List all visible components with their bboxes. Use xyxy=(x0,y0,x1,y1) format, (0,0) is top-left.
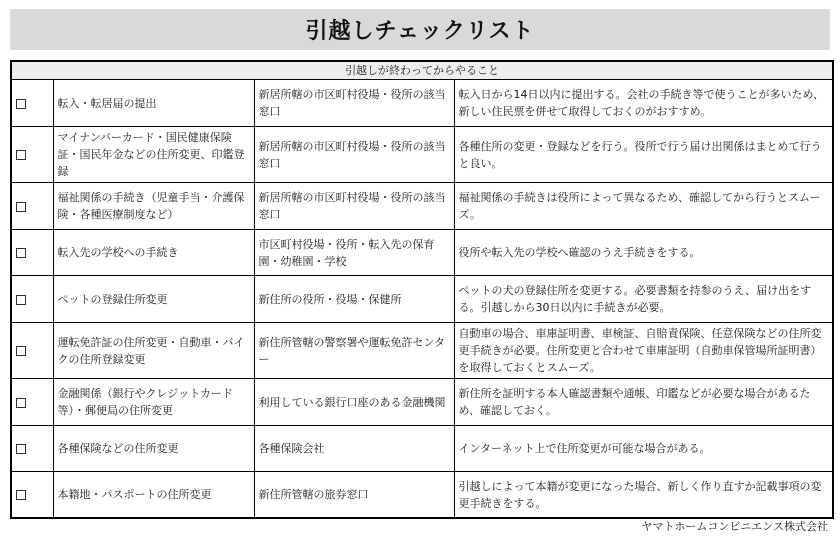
checkbox[interactable] xyxy=(16,202,26,212)
location-cell: 各種保険会社 xyxy=(254,426,454,472)
checklist-table xyxy=(10,60,834,519)
table-header-row xyxy=(11,61,833,80)
table-row xyxy=(11,230,833,276)
checkbox[interactable] xyxy=(16,490,26,500)
checkbox-cell[interactable] xyxy=(11,276,53,323)
checkbox[interactable] xyxy=(16,150,26,160)
table-row xyxy=(11,426,833,472)
location-cell: 新住所の役所・役場・保健所 xyxy=(254,276,454,323)
checkbox-cell[interactable] xyxy=(11,80,53,127)
table-row xyxy=(11,472,833,519)
company-credit: ヤマトホームコンビニエンス株式会社 xyxy=(641,520,828,533)
location-cell: 市区町村役場・役所・転入先の保育園・幼稚園・学校 xyxy=(254,230,454,276)
table-row xyxy=(11,323,833,379)
task-cell: 福祉関係の手続き（児童手当・介護保険・各種医療制度など） xyxy=(53,183,254,230)
location-cell: 新居所轄の市区町村役場・役所の該当窓口 xyxy=(254,127,454,183)
task-cell: 転入・転居届の提出 xyxy=(53,80,254,127)
checkbox[interactable] xyxy=(16,99,26,109)
task-cell: 転入先の学校への手続き xyxy=(53,230,254,276)
checkbox[interactable] xyxy=(16,248,26,258)
checkbox-cell[interactable] xyxy=(11,183,53,230)
checkbox-cell[interactable] xyxy=(11,127,53,183)
task-cell: 本籍地・パスポートの住所変更 xyxy=(53,472,254,519)
checkbox[interactable] xyxy=(16,346,26,356)
checkbox-cell[interactable] xyxy=(11,323,53,379)
task-cell: ペットの登録住所変更 xyxy=(53,276,254,323)
checkbox-cell[interactable] xyxy=(11,379,53,426)
task-cell: 各種保険などの住所変更 xyxy=(53,426,254,472)
task-cell: マイナンバーカード・国民健康保険証・国民年金などの住所変更、印鑑登録 xyxy=(53,127,254,183)
location-cell: 新住所管轄の警察署や運転免許センター xyxy=(254,323,454,379)
location-cell: 新居所轄の市区町村役場・役所の該当窓口 xyxy=(254,183,454,230)
location-cell: 利用している銀行口座のある金融機関 xyxy=(254,379,454,426)
checkbox[interactable] xyxy=(16,444,26,454)
table-row xyxy=(11,379,833,426)
location-cell: 新居所轄の市区町村役場・役所の該当窓口 xyxy=(254,80,454,127)
note-cell: ペットの犬の登録住所を変更する。必要書類を持参のうえ、届け出をする。引越しから30日以内に手続きが必要。 xyxy=(454,276,833,323)
table-header: 引越しが終わってからやること xyxy=(11,61,833,80)
table-row xyxy=(11,183,833,230)
checkbox-cell[interactable] xyxy=(11,426,53,472)
note-cell: 役所や転入先の学校へ確認のうえ手続きをする。 xyxy=(454,230,833,276)
note-cell: インターネット上で住所変更が可能な場合がある。 xyxy=(454,426,833,472)
note-cell: 各種住所の変更・登録などを行う。役所で行う届け出関係はまとめて行うと良い。 xyxy=(454,127,833,183)
note-cell: 福祉関係の手続きは役所によって異なるため、確認してから行うとスムーズ。 xyxy=(454,183,833,230)
checkbox-cell[interactable] xyxy=(11,230,53,276)
task-cell: 金融関係（銀行やクレジットカード等）・郵便局の住所変更 xyxy=(53,379,254,426)
note-cell: 引越しによって本籍が変更になった場合、新しく作り直すか記載事項の変更手続きをする。 xyxy=(454,472,833,519)
table-row xyxy=(11,127,833,183)
table-row xyxy=(11,276,833,323)
page-title: 引越しチェックリスト xyxy=(305,19,535,44)
checkbox[interactable] xyxy=(16,295,26,305)
table-row xyxy=(11,80,833,127)
title-bar xyxy=(10,9,830,50)
task-cell: 運転免許証の住所変更・自動車・バイクの住所登録変更 xyxy=(53,323,254,379)
note-cell: 転入日から14日以内に提出する。会社の手続き等で使うことが多いため、新しい住民票を併せて取得しておくのがおすすめ。 xyxy=(454,80,833,127)
location-cell: 新住所管轄の旅券窓口 xyxy=(254,472,454,519)
checkbox-cell[interactable] xyxy=(11,472,53,519)
note-cell: 新住所を証明する本人確認書類や通帳、印鑑などが必要な場合があるため、確認しておく。 xyxy=(454,379,833,426)
checkbox[interactable] xyxy=(16,398,26,408)
note-cell: 自動車の場合、車庫証明書、車検証、自賠責保険、任意保険などの住所変更手続きが必要。住所変更と合わせて車庫証明（自動車保管場所証明書）を取得しておくとスムーズ。 xyxy=(454,323,833,379)
